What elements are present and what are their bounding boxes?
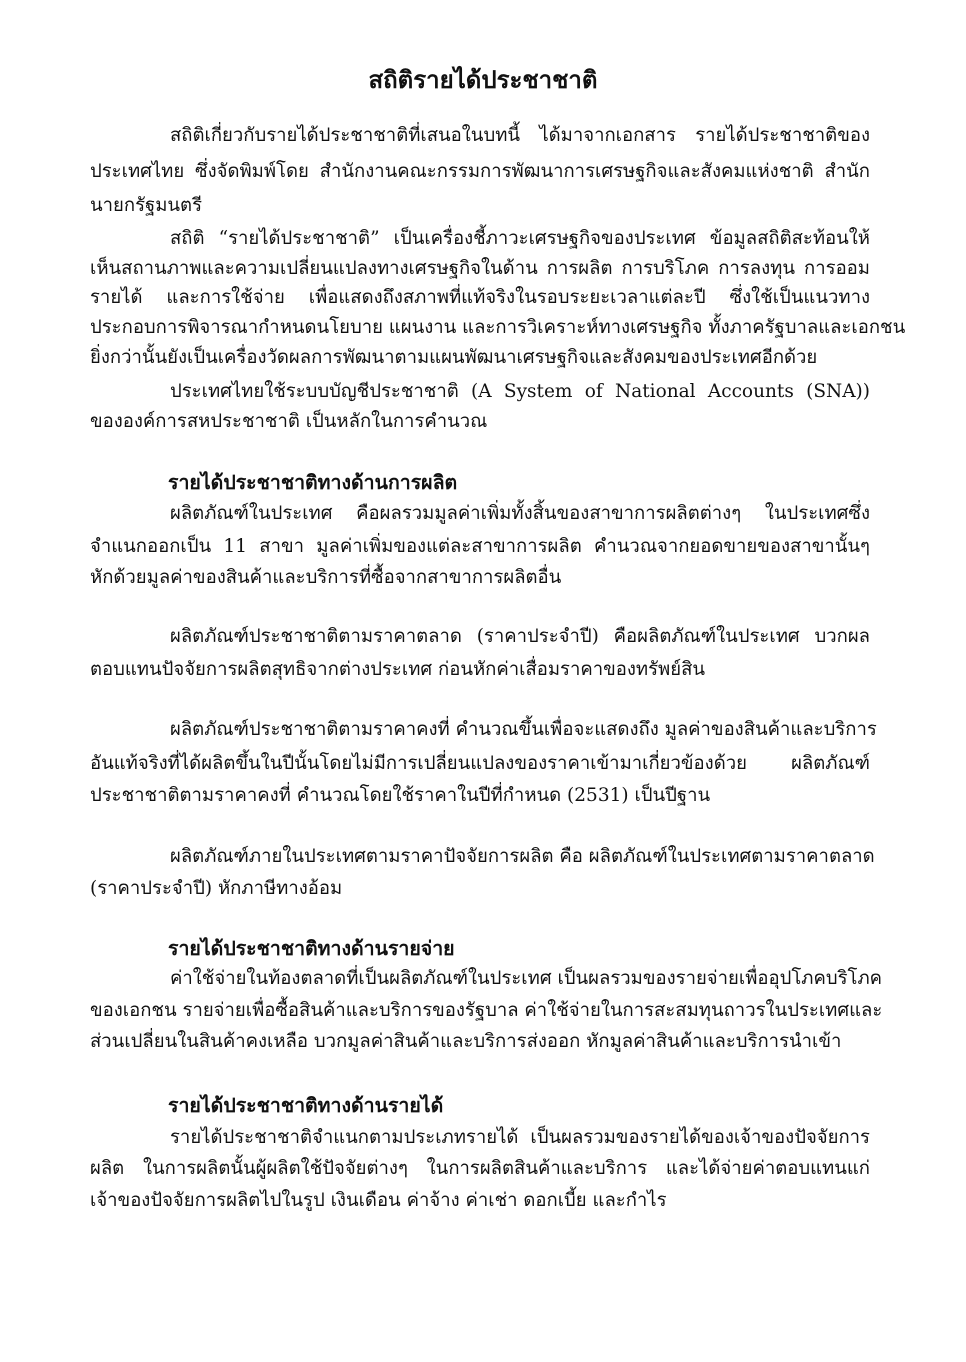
intro-p3-line-1: ประเทศไทยใช้ระบบบัญชีประชาชาติ (A System of National Accounts (SNA)) [170,381,870,402]
production-p4-line-2: (ราคาประจำปี) หักภาษีทางอ้อม [90,878,343,899]
production-p1-line-3: หักด้วยมูลค่าของสินค้าและบริการที่ซื้อจากสาขาการผลิตอื่น [90,567,562,588]
expenditure-p1-line-2: ของเอกชน รายจ่ายเพื่อซื้อสินค้าและบริการของรัฐบาล ค่าใช้จ่ายในการสะสมทุนถาวรในประเทศและ [90,1000,883,1021]
intro-p2-line-4: ประกอบการพิจารณากำหนดนโยบาย แผนงาน และการวิเคราะห์ทางเศรษฐกิจ ทั้งภาครัฐบาลและเอกชน [90,317,906,338]
intro-p2-line-5: ยิ่งกว่านั้นยังเป็นเครื่องวัดผลการพัฒนาตามแผนพัฒนาเศรษฐกิจและสังคมของประเทศอีกด้วย [90,347,818,368]
production-p3-line-1: ผลิตภัณฑ์ประชาชาติตามราคาคงที่ คำนวณขึ้นเพื่อจะแสดงถึง มูลค่าของสินค้าและบริการ [170,719,877,740]
income-p1-line-2: ผลิต ในการผลิตนั้นผู้ผลิตใช้ปัจจัยต่างๆ ในการผลิตสินค้าและบริการ และได้จ่ายค่าตอบแทนแก่ [90,1158,870,1179]
expenditure-p1-line-3: ส่วนเปลี่ยนในสินค้าคงเหลือ บวกมูลค่าสินค้าและบริการส่งออก หักมูลค่าสินค้าและบริการนำเข้า [90,1031,842,1052]
intro-p2-line-3: รายได้ และการใช้จ่าย เพื่อแสดงถึงสภาพที่แท้จริงในรอบระยะเวลาแต่ละปี ซึ่งใช้เป็นแนวทาง [90,287,870,308]
income-p1-line-3: เจ้าของปัจจัยการผลิตไปในรูป เงินเดือน ค่าจ้าง ค่าเช่า ดอกเบี้ย และกำไร [90,1190,667,1211]
production-p4-line-1: ผลิตภัณฑ์ภายในประเทศตามราคาปัจจัยการผลิต คือ ผลิตภัณฑ์ในประเทศตามราคาตลาด [170,846,875,867]
production-p1-line-1: ผลิตภัณฑ์ในประเทศ คือผลรวมมูลค่าเพิ่มทั้งสิ้นของสาขาการผลิตต่างๆ ในประเทศซึ่ง [170,503,870,524]
expenditure-p1-line-1: ค่าใช้จ่ายในท้องตลาดที่เป็นผลิตภัณฑ์ในประเทศ เป็นผลรวมของรายจ่ายเพื่ออุปโภคบริโภค [170,968,883,989]
section-heading-income: รายได้ประชาชาติทางด้านรายได้ [168,1094,444,1117]
intro-p2-line-1: สถิติ “รายได้ประชาชาติ” เป็นเครื่องชี้ภาวะเศรษฐกิจของประเทศ ข้อมูลสถิติสะท้อนให้ [170,228,870,249]
income-p1-line-1: รายได้ประชาชาติจำแนกตามประเภทรายได้ เป็นผลรวมของรายได้ของเจ้าของปัจจัยการ [170,1127,870,1148]
section-heading-production: รายได้ประชาชาติทางด้านการผลิต [168,471,458,494]
page-title: สถิติรายได้ประชาชาติ [368,65,598,94]
production-p3-line-3: ประชาชาติตามราคาคงที่ คำนวณโดยใช้ราคาในปีที่กำหนด (2531) เป็นปีฐาน [90,785,711,806]
production-p2-line-1: ผลิตภัณฑ์ประชาชาติตามราคาตลาด (ราคาประจำปี) คือผลิตภัณฑ์ในประเทศ บวกผล [170,626,870,647]
production-p2-line-2: ตอบแทนปัจจัยการผลิตสุทธิจากต่างประเทศ ก่อนหักค่าเสื่อมราคาของทรัพย์สิน [90,659,706,680]
intro-p1-line-2: ประเทศไทย ซึ่งจัดพิมพ์โดย สำนักงานคณะกรรมการพัฒนาการเศรษฐกิจและสังคมแห่งชาติ สำนัก [90,161,870,182]
intro-p1-line-1: สถิติเกี่ยวกับรายได้ประชาชาติที่เสนอในบทนี้ ได้มาจากเอกสาร รายได้ประชาชาติของ [170,125,870,146]
production-p3-line-2: อันแท้จริงที่ได้ผลิตขึ้นในปีนั้นโดยไม่มีการเปลี่ยนแปลงของราคาเข้ามาเกี่ยวข้องด้วย ผลิตภัณฑ์ [90,753,870,774]
intro-p1-line-3: นายกรัฐมนตรี [90,195,203,216]
production-p1-line-2: จำแนกออกเป็น 11 สาขา มูลค่าเพิ่มของแต่ละสาขาการผลิต คำนวณจากยอดขายของสาขานั้นๆ [90,536,870,557]
intro-p3-line-2: ขององค์การสหประชาชาติ เป็นหลักในการคำนวณ [90,411,488,432]
section-heading-expenditure: รายได้ประชาชาติทางด้านรายจ่าย [168,937,455,960]
intro-p2-line-2: เห็นสถานภาพและความเปลี่ยนแปลงทางเศรษฐกิจในด้าน การผลิต การบริโภค การลงทุน การออม [90,258,870,279]
